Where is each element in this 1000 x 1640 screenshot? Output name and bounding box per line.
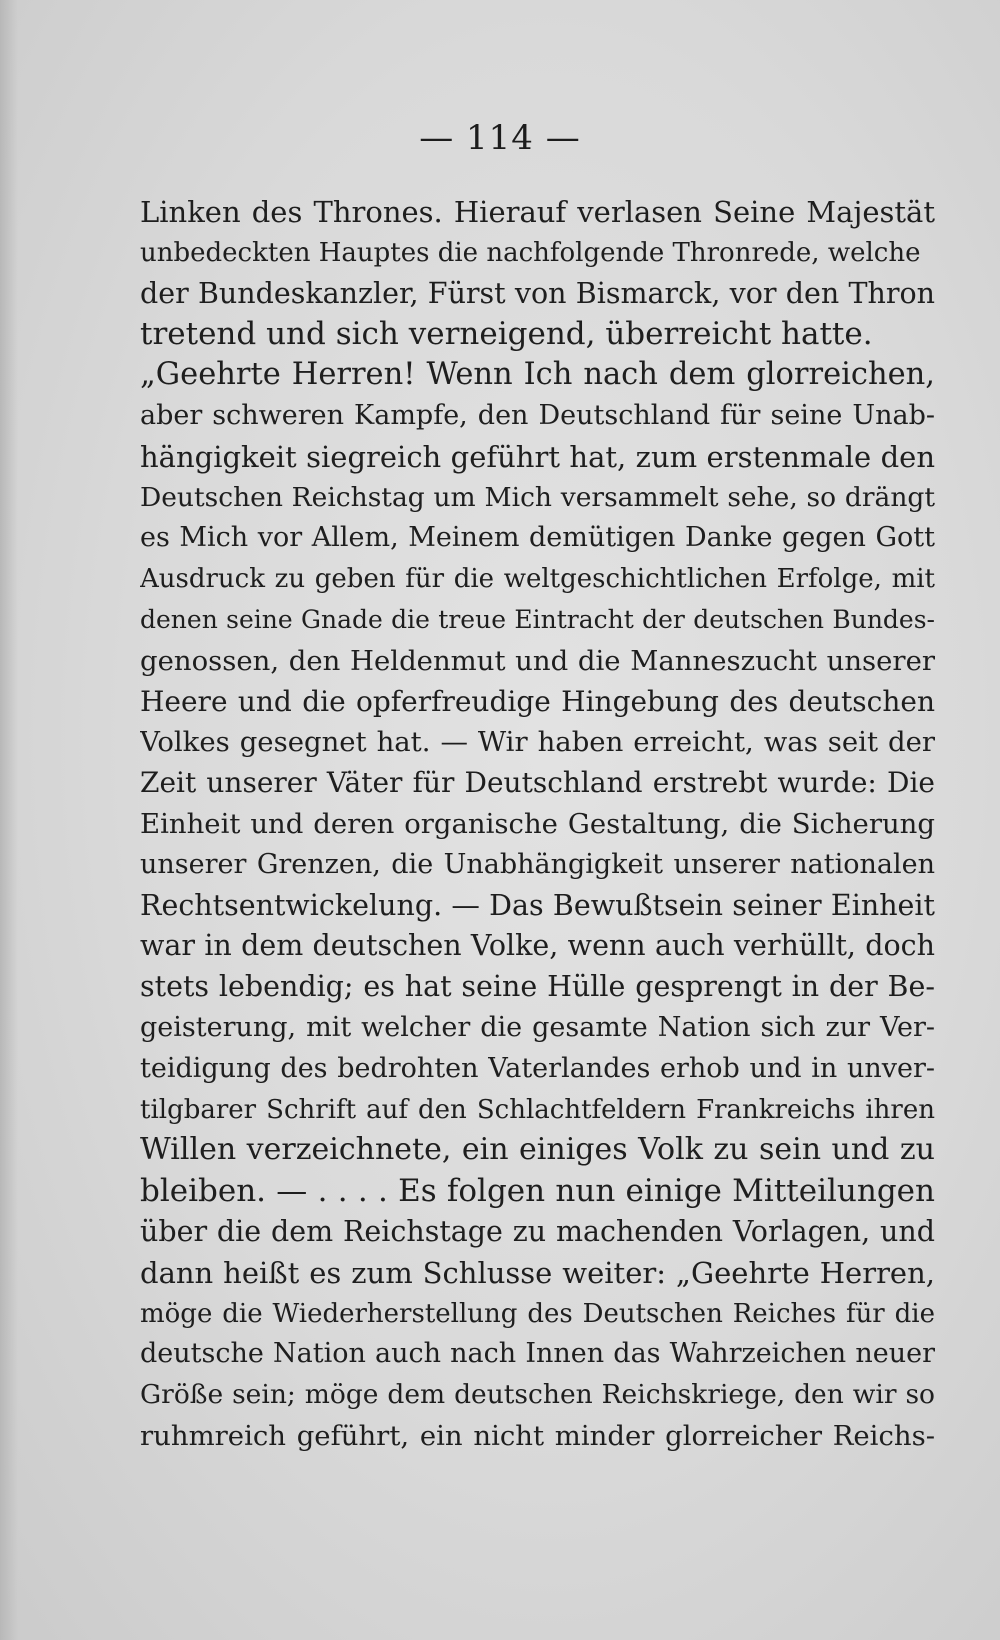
text-line: Ausdruck zu geben für die weltgeschichtlichen Erfolge, mit — [140, 564, 935, 595]
text-line: der Bundeskanzler, Fürst von Bismarck, vor den Thron — [140, 276, 935, 310]
text-line: Größe sein; möge dem deutschen Reichskriege, den wir so — [140, 1379, 935, 1411]
text-line: Deutschen Reichstag um Mich versammelt sehe, so drängt — [140, 481, 935, 513]
text-line: über die dem Reichstage zu machenden Vorlagen, und — [140, 1214, 935, 1248]
body-text — [140, 192, 935, 1457]
text-line: Linken des Thrones. Hierauf verlasen Seine Majestät — [140, 195, 935, 229]
text-line: Heere und die opferfreudige Hingebung des deutschen — [140, 684, 935, 718]
text-line: war in dem deutschen Volke, wenn auch verhüllt, doch — [140, 929, 935, 963]
text-line: ruhmreich geführt, ein nicht minder glorreicher Reichs- — [140, 1419, 935, 1452]
text-line: tretend und sich verneigend, überreicht hatte. — [140, 316, 873, 353]
text-line: denen seine Gnade die treue Eintracht der deutschen Bundes- — [140, 604, 935, 634]
text-line: Einheit und deren organische Gestaltung, die Sicherung — [140, 807, 935, 840]
text-line: hängigkeit siegreich geführt hat, zum erstenmale den — [140, 439, 935, 474]
text-line: „Geehrte Herren! Wenn Ich nach dem glorreichen, — [140, 357, 935, 393]
text-line: unbedeckten Hauptes die nachfolgende Thronrede, welche — [140, 237, 921, 268]
text-line: dann heißt es zum Schlusse weiter: „Geehrte Herren, — [140, 1255, 935, 1290]
text-line: Rechtsentwickelung. — Das Bewußtsein seiner Einheit — [140, 888, 935, 922]
page-gutter-shadow — [0, 0, 18, 1640]
text-line: teidigung des bedrohten Vaterlandes erhob und in unver- — [140, 1052, 935, 1084]
text-line: aber schweren Kampfe, den Deutschland für seine Unab- — [140, 399, 935, 431]
text-line: genossen, den Heldenmut und die Manneszucht unserer — [140, 644, 935, 677]
text-line: Willen verzeichnete, ein einiges Volk zu sein und zu — [140, 1132, 935, 1168]
text-line: geisterung, mit welcher die gesamte Nation sich zur Ver- — [140, 1011, 935, 1043]
text-line: deutsche Nation auch nach Innen das Wahrzeichen neuer — [140, 1338, 935, 1370]
page-number: — 114 — — [419, 118, 581, 158]
text-line: Zeit unserer Väter für Deutschland erstrebt wurde: Die — [140, 766, 935, 800]
text-line: es Mich vor Allem, Meinem demütigen Danke gegen Gott — [140, 522, 935, 554]
text-line: unserer Grenzen, die Unabhängigkeit unserer nationalen — [140, 848, 935, 880]
text-line: möge die Wiederherstellung des Deutschen Reiches für die — [140, 1298, 935, 1329]
text-line: tilgbarer Schrift auf den Schlachtfeldern Frankreichs ihren — [140, 1094, 935, 1125]
text-line: bleiben. — . . . . Es folgen nun einige Mitteilungen — [140, 1173, 935, 1210]
text-line: Volkes gesegnet hat. — Wir haben erreicht, was seit der — [140, 726, 935, 759]
text-line: stets lebendig; es hat seine Hülle gesprengt in der Be- — [140, 970, 935, 1004]
